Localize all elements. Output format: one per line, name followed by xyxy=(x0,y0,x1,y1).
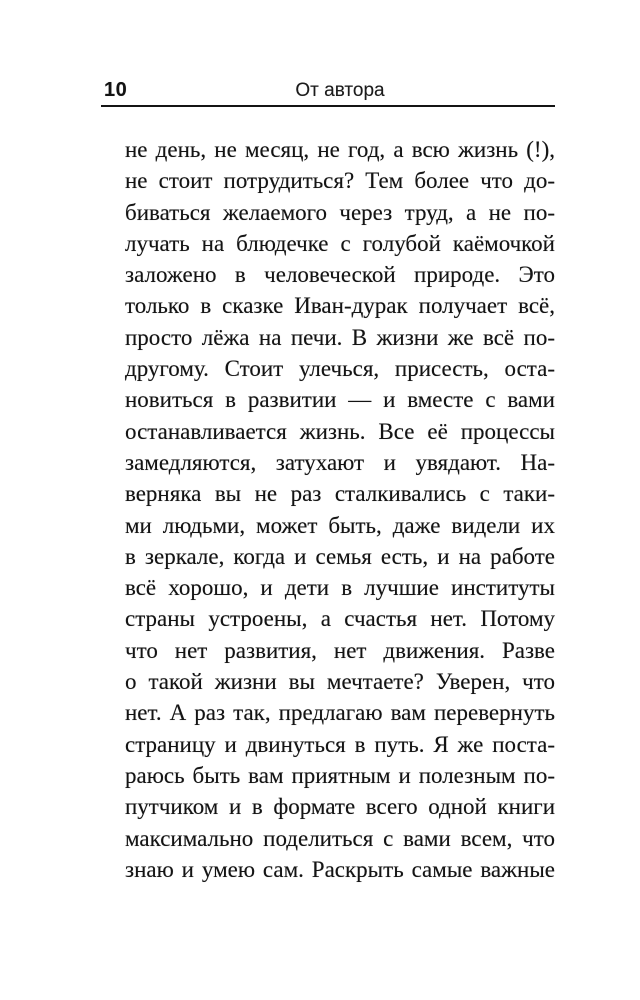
body-text xyxy=(125,134,555,885)
text-line: знаю и умею сам. Раскрыть самые важные xyxy=(125,856,555,882)
header-rule xyxy=(101,105,555,107)
text-line: нет. А раз так, предлагаю вам перевернуть xyxy=(125,700,555,726)
page-number: 10 xyxy=(104,79,128,101)
text-line: заложено в человеческой природе. Это xyxy=(125,262,555,288)
text-line: в зеркале, когда и семья есть, и на работе xyxy=(125,543,555,569)
text-line: максимально поделиться с вами всем, что xyxy=(125,825,555,851)
text-line: раюсь быть вам приятным и полезным по- xyxy=(125,762,555,788)
text-line: останавливается жизнь. Все её процессы xyxy=(125,418,555,444)
text-line: ми людьми, может быть, даже видели их xyxy=(125,512,555,538)
text-line: лучать на блюдечке с голубой каёмочкой xyxy=(125,230,555,256)
running-head: От автора xyxy=(295,80,385,101)
text-line: не день, не месяц, не год, а всю жизнь (!), xyxy=(125,137,555,162)
text-line: о такой жизни вы мечтаете? Уверен, что xyxy=(125,669,555,695)
text-line: не стоит потрудиться? Тем более что до- xyxy=(125,168,555,194)
text-line: всё хорошо, и дети в лучшие институты xyxy=(125,575,555,601)
text-line: страницу и двинуться в путь. Я же поста- xyxy=(125,731,555,757)
text-line: другому. Стоит улечься, присесть, оста- xyxy=(125,356,555,382)
text-line: верняка вы не раз сталкивались с таки- xyxy=(125,481,555,507)
text-line: просто лёжа на печи. В жизни же всё по- xyxy=(125,324,555,350)
text-line: замедляются, затухают и увядают. На- xyxy=(125,449,555,475)
text-line: биваться желаемого через труд, а не по- xyxy=(125,199,555,225)
text-line: страны устроены, а счастья нет. Потому xyxy=(125,606,555,632)
text-line: только в сказке Иван-дурак получает всё, xyxy=(125,293,555,319)
text-line: путчиком и в формате всего одной книги xyxy=(125,794,555,820)
text-line: новиться в развитии — и вместе с вами xyxy=(125,387,555,413)
text-line: что нет развития, нет движения. Разве xyxy=(125,637,555,663)
